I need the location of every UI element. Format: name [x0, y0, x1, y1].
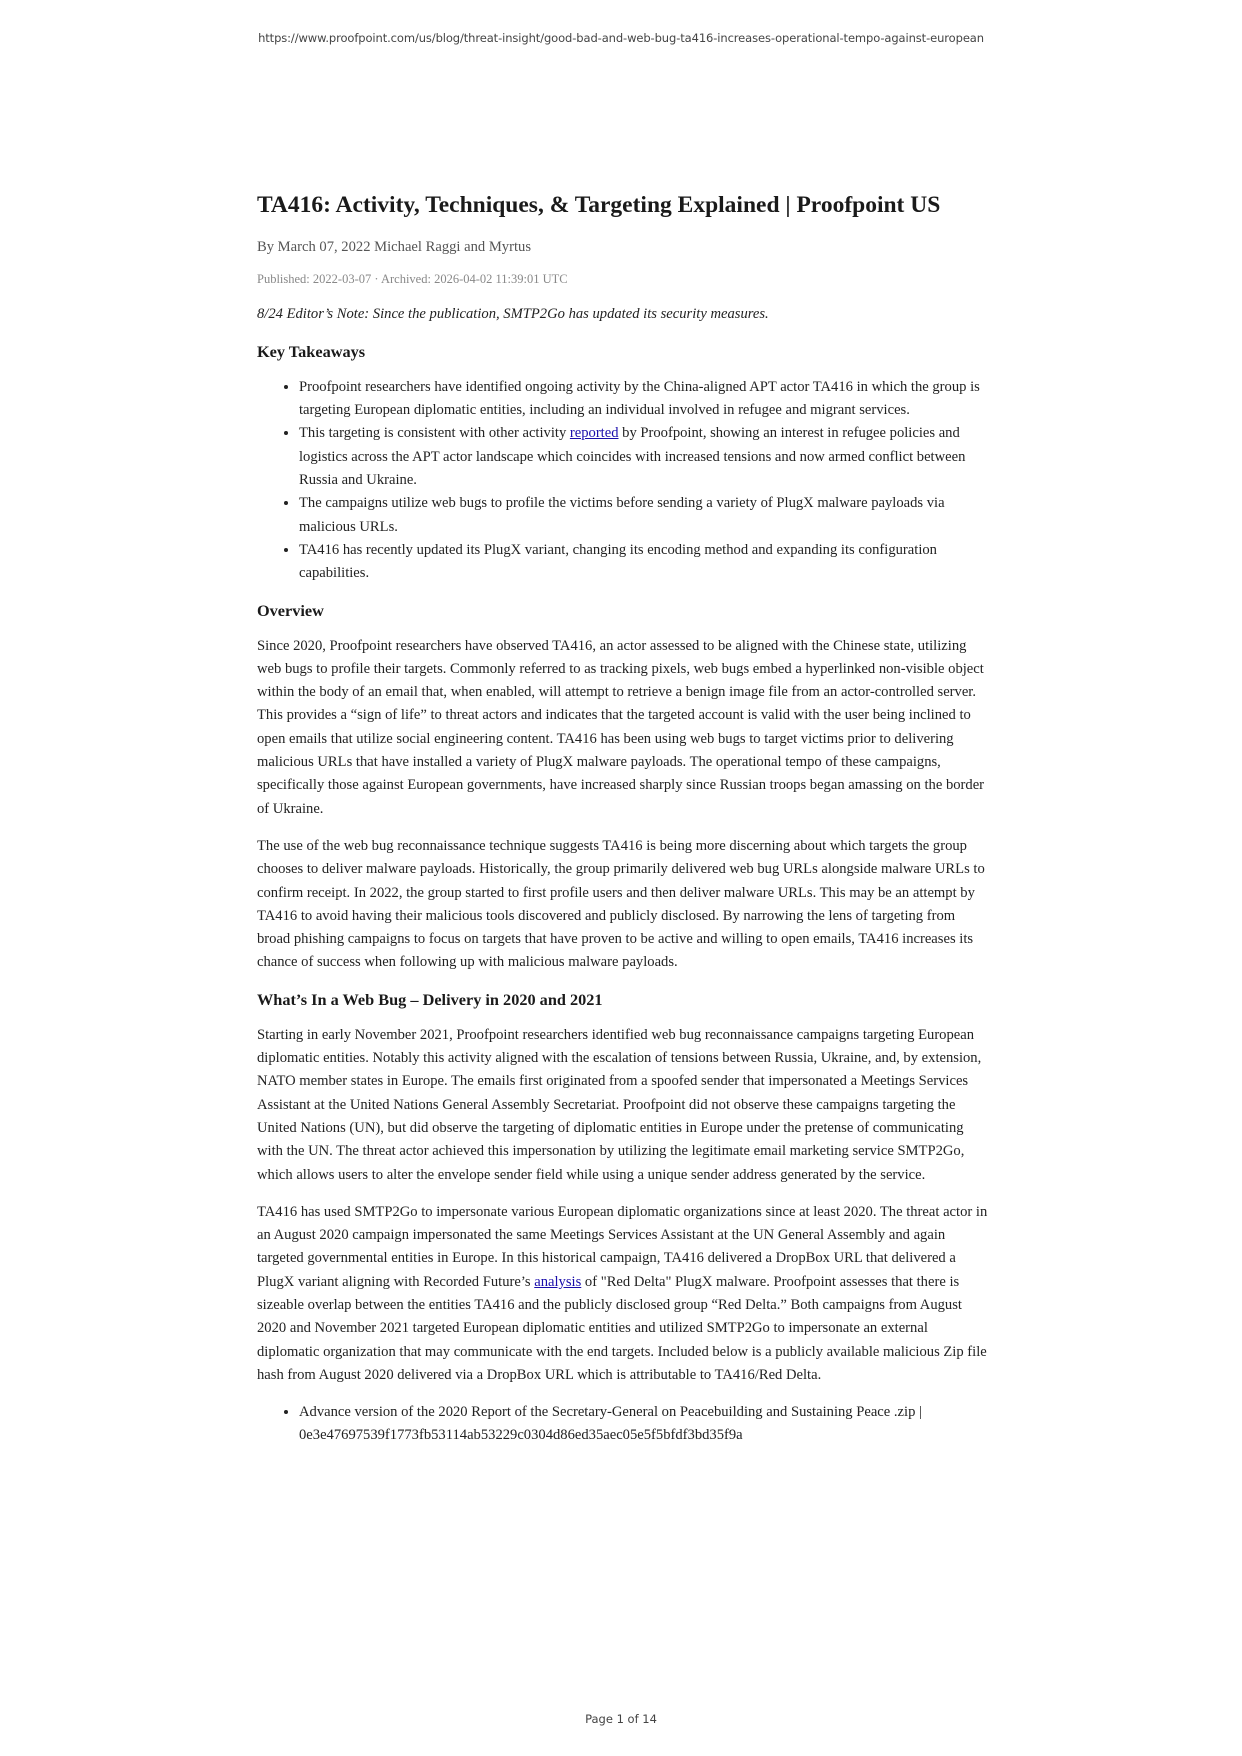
paragraph-text: TA416 has used SMTP2Go to impersonate various European diplomatic organizations since at least 2020. The threat actor in an August 2020 campaign impersonated the same Meetings Services Assistant at the UN General Assembly and again targeted governmental entities in Europe. In this historical campaign, TA416 delivered a DropBox URL that delivered a PlugX variant aligning with Recorded Future’s — [257, 1203, 988, 1290]
list-item: • The campaigns utilize web bugs to profile the victims before sending a variety of PlugX malware payloads via malicious URLs. — [299, 492, 989, 539]
key-takeaways-heading: Key Takeaways — [257, 341, 366, 361]
web-bug-heading: What’s In a Web Bug – Delivery in 2020 and 2021 — [257, 989, 603, 1009]
overview-paragraph-2: The use of the web bug reconnaissance technique suggests TA416 is being more discerning about which targets the group chooses to deliver malware payloads. Historically, the group primarily delivered web bug URLs alongside malware URLs to confirm receipt. In 2022, the group started to first profile users and then deliver malware URLs. This may be an attempt by TA416 to avoid having their malicious tools discovered and publicly disclosed. By narrowing the lens of targeting from broad phishing campaigns to focus on targets that have proven to be active and willing to open emails, TA416 increases its chance of success when following up with malicious malware payloads. — [257, 837, 985, 971]
article-title: TA416: Activity, Techniques, & Targeting Explained | Proofpoint US — [257, 192, 941, 218]
page-number: Page 1 of 14 — [585, 1712, 657, 1726]
list-item-text: by Proofpoint, showing an interest in refugee policies and logistics across the APT actor landscape which coincides with increased tensions and now armed conflict between Russia and Ukraine. — [299, 425, 966, 489]
list-item-text: This targeting is consistent with other activity — [299, 425, 570, 442]
article — [257, 190, 989, 1462]
web-bug-paragraph-1: Starting in early November 2021, Proofpoint researchers identified web bug reconnaissance campaigns targeting European diplomatic entities. Notably this activity aligned with the escalation of tensions between Russia, Ukraine, and, by extension, NATO member states in Europe. The emails first originated from a spoofed sender that impersonated a Meetings Services Assistant at the United Nations General Assembly Secretariat. Proofpoint did not observe these campaigns targeting the United Nations (UN), but did observe the targeting of diplomatic entities in Europe under the pretense of communicating with the UN. The threat actor achieved this impersonation by utilizing the legitimate email marketing service SMTP2Go, which allows users to alter the envelope sender field while using a unique sender address generated by the service. — [257, 1026, 982, 1183]
reported-link[interactable]: reported — [569, 425, 619, 442]
editor-note: 8/24 Editor’s Note: Since the publication, SMTP2Go has updated its security measures. — [257, 305, 769, 322]
list-item: • TA416 has recently updated its PlugX variant, changing its encoding method and expanding its configuration capabilities. — [299, 539, 989, 586]
list-item — [299, 422, 989, 492]
byline: By March 07, 2022 Michael Raggi and Myrtus — [257, 239, 531, 255]
key-takeaways-list — [257, 376, 989, 586]
list-item: • Proofpoint researchers have identified ongoing activity by the China-aligned APT actor TA416 in which the group is targeting European diplomatic entities, including an individual involved in refugee and migrant services. — [299, 376, 989, 423]
overview-paragraph-1: Since 2020, Proofpoint researchers have observed TA416, an actor assessed to be aligned with the Chinese state, utilizing web bugs to profile their targets. Commonly referred to as tracking pixels, web bugs embed a hyperlinked non-visible object within the body of an email that, when enabled, will attempt to retrieve a benign image file from an actor-controlled server. This provides a “sign of life” to threat actors and indicates that the targeted account is valid with the user being inclined to open emails that utilize social engineering content. TA416 has been using web bugs to target victims prior to delivering malicious URLs that have installed a variety of PlugX malware payloads. The operational tempo of these campaigns, specifically those against European governments, have increased sharply since Russian troops began amassing on the border of Ukraine. — [257, 637, 985, 817]
hash-list — [257, 1401, 989, 1448]
web-bug-paragraph-2 — [257, 1201, 989, 1387]
overview-heading: Overview — [257, 600, 324, 620]
publish-meta: Published: 2022-03-07 · Archived: 2026-04-02 11:39:01 UTC — [257, 272, 568, 287]
analysis-link[interactable]: analysis — [534, 1273, 582, 1290]
list-item: • Advance version of the 2020 Report of the Secretary-General on Peacebuilding and Sustaining Peace .zip | 0e3e47697539f1773fb53114ab53229c0304d86ed35aec05e5f5bfdf3bd35f9a — [299, 1401, 989, 1448]
page-url-header: https://www.proofpoint.com/us/blog/threat-insight/good-bad-and-web-bug-ta416-increases-operational-tempo-against-european — [258, 31, 984, 45]
paragraph-text: of "Red Delta" PlugX malware. Proofpoint assesses that there is sizeable overlap between the entities TA416 and the publicly disclosed group “Red Delta.” Both campaigns from August 2020 and November 2021 targeted European diplomatic entities and utilized SMTP2Go to impersonate an external diplomatic organization that may communicate with the end targets. Included below is a publicly available malicious Zip file hash from August 2020 delivered via a DropBox URL which is attributable to TA416/Red Delta. — [257, 1273, 987, 1383]
